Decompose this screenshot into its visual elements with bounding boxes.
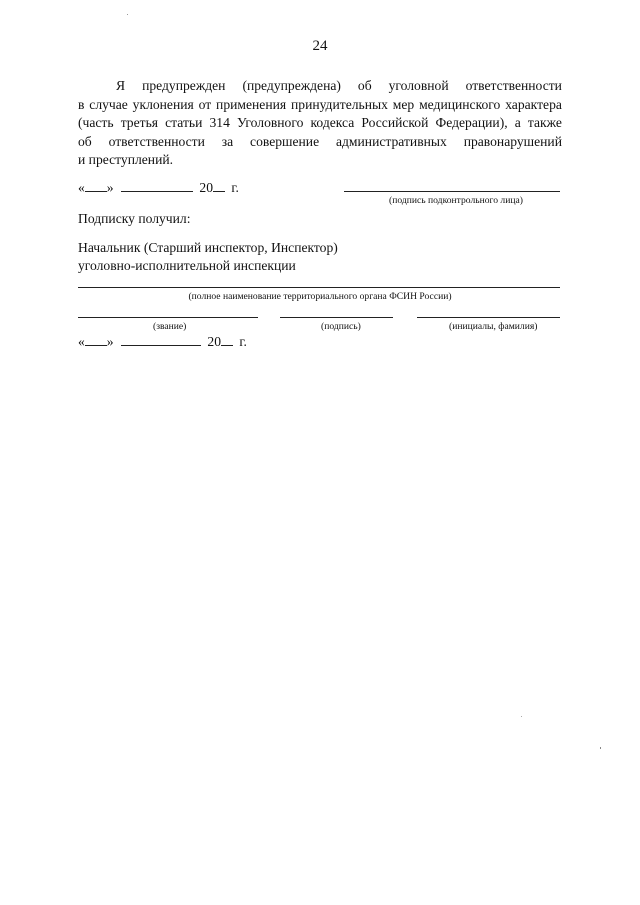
word: третья xyxy=(120,115,159,131)
year-prefix: 20 xyxy=(199,180,213,195)
word: (предупреждена) xyxy=(242,78,341,93)
day-blank[interactable] xyxy=(85,333,107,346)
scan-speck xyxy=(600,747,601,749)
word: статьи xyxy=(165,115,203,131)
officer-name-line[interactable] xyxy=(417,317,560,318)
word: за xyxy=(221,133,234,149)
close-quote: » xyxy=(106,334,114,349)
date-line-1 xyxy=(78,179,239,196)
officer-name-caption: (инициалы, фамилия) xyxy=(449,321,538,332)
date-line-2 xyxy=(78,333,247,350)
word: об xyxy=(357,78,372,93)
year-prefix: 20 xyxy=(207,334,221,349)
word: характера xyxy=(505,96,562,112)
officer-signature-line[interactable] xyxy=(280,317,393,318)
close-quote: » xyxy=(106,180,114,195)
officer-title-line-2: уголовно-исполнительной инспекции xyxy=(78,258,296,273)
rank-caption: (звание) xyxy=(153,321,187,332)
year-blank[interactable] xyxy=(221,333,233,346)
word: ответственности xyxy=(465,78,562,93)
word: принудительных xyxy=(291,96,388,112)
day-blank[interactable] xyxy=(85,179,107,192)
month-blank[interactable] xyxy=(121,179,193,192)
word: применения xyxy=(216,96,287,112)
year-suffix: г. xyxy=(239,334,247,349)
scan-speck xyxy=(127,14,128,15)
word: Я xyxy=(116,78,126,93)
word: мер xyxy=(392,96,415,112)
controlled-signature-caption: (подпись подконтрольного лица) xyxy=(389,195,523,206)
word: также xyxy=(527,115,562,131)
word: от xyxy=(198,96,212,112)
warning-line-5: и преступлений. xyxy=(78,152,174,168)
word: случае xyxy=(89,96,128,112)
word: уголовной xyxy=(388,78,449,93)
controlled-signature-line[interactable] xyxy=(344,191,560,192)
org-name-line[interactable] xyxy=(78,287,560,288)
word: правонарушений xyxy=(463,133,562,149)
word: об xyxy=(78,133,92,149)
word: а xyxy=(514,115,521,131)
rank-line[interactable] xyxy=(78,317,258,318)
year-suffix: г. xyxy=(231,180,239,195)
word: Российской xyxy=(361,115,429,131)
warning-paragraph xyxy=(78,77,562,170)
scan-speck xyxy=(521,716,522,717)
word: уклонения xyxy=(132,96,194,112)
word: медицинского xyxy=(419,96,501,112)
word: кодекса xyxy=(310,115,355,131)
word: Федерации), xyxy=(435,115,508,131)
word: 314 xyxy=(209,115,230,131)
word: (часть xyxy=(78,115,114,131)
page-number: 24 xyxy=(312,38,328,54)
word: Уголовного xyxy=(237,115,304,131)
year-blank[interactable] xyxy=(213,179,225,192)
word: предупрежден xyxy=(142,78,226,93)
open-quote: « xyxy=(78,334,85,349)
word: ответственности xyxy=(108,133,205,149)
word: совершение xyxy=(250,133,320,149)
warning-line-3 xyxy=(78,114,562,133)
word: в xyxy=(78,96,85,112)
word: административных xyxy=(335,133,447,149)
warning-line-2 xyxy=(78,96,562,115)
org-name-caption: (полное наименование территориального органа ФСИН России) xyxy=(188,291,452,302)
month-blank[interactable] xyxy=(121,333,201,346)
receipt-label: Подписку получил: xyxy=(78,211,191,226)
officer-signature-caption: (подпись) xyxy=(321,321,361,332)
open-quote: « xyxy=(78,180,85,195)
warning-line-1 xyxy=(78,77,562,96)
warning-line-4 xyxy=(78,133,562,152)
officer-title-line-1: Начальник (Старший инспектор, Инспектор) xyxy=(78,240,338,255)
